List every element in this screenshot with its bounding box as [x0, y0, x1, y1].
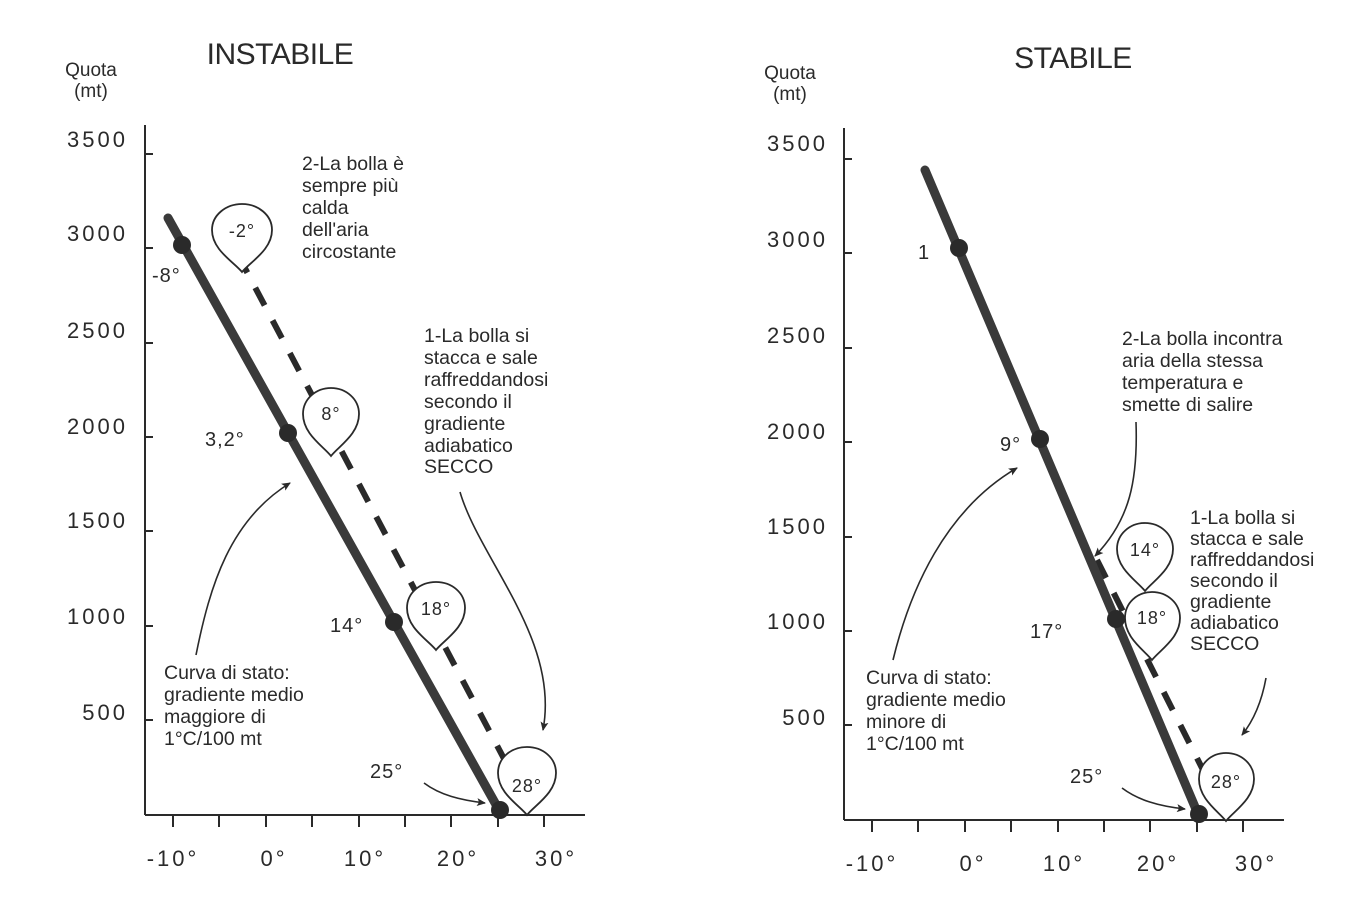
panel-instabile	[65, 38, 585, 871]
note-line: Curva di stato:	[866, 667, 992, 689]
y-tick-label: 500	[782, 705, 828, 730]
note-line: 2-La bolla incontra	[1122, 328, 1283, 350]
note-line: circostante	[302, 241, 397, 263]
note-line: SECCO	[424, 456, 494, 478]
x-tick-label: 30°	[534, 846, 578, 871]
note-line: aria della stessa	[1122, 350, 1263, 372]
note-line: calda	[302, 197, 349, 219]
curve-point-label: 17°	[1030, 621, 1064, 643]
note-line: gradiente medio	[866, 689, 1006, 711]
x-ticks	[846, 820, 1277, 876]
note-line: Curva di stato:	[164, 662, 290, 684]
bubble-label: -2°	[228, 221, 256, 241]
note-state-curve	[164, 662, 304, 750]
arrow	[1122, 788, 1185, 809]
bubble-label: 28°	[1210, 772, 1242, 792]
curve-point	[385, 613, 403, 631]
note-line: maggiore di	[164, 706, 266, 728]
bubble-label: 8°	[321, 404, 341, 424]
y-axis-label-unit: (mt)	[773, 84, 807, 105]
x-tick-label: 0°	[959, 851, 987, 876]
x-tick-label: 20°	[436, 846, 480, 871]
y-tick-label: 500	[82, 700, 128, 725]
y-tick-label: 1000	[67, 604, 128, 629]
note-line: gradiente medio	[164, 684, 304, 706]
state-curve-line	[925, 170, 1198, 814]
note-warmer-parcel	[302, 153, 404, 263]
panel-title: STABILE	[1014, 42, 1132, 75]
curve-point	[173, 236, 191, 254]
bubble-label: 18°	[1136, 608, 1168, 628]
note-line: minore di	[866, 711, 947, 733]
y-tick-label: 3500	[767, 131, 828, 156]
curve-point	[1190, 805, 1208, 823]
y-tick-label: 2500	[67, 318, 128, 343]
curve-point	[491, 801, 509, 819]
curve-point	[1031, 430, 1049, 448]
bubble-label: 14°	[1129, 540, 1161, 560]
x-tick-label: 20°	[1136, 851, 1180, 876]
y-tick-label: 1500	[767, 514, 828, 539]
y-ticks	[767, 131, 852, 730]
y-tick-label: 3000	[67, 221, 128, 246]
curve-point-label: -8°	[152, 265, 181, 287]
note-line: 1-La bolla si	[424, 325, 530, 347]
y-tick-label: 1500	[67, 508, 128, 533]
air-parcel-bubble	[407, 582, 465, 650]
note-line: raffreddandosi	[1190, 549, 1315, 571]
note-line: dell'aria	[302, 219, 369, 241]
curve-point-label: 14°	[330, 615, 364, 637]
note-parcel-rises	[1190, 507, 1314, 655]
y-tick-label: 2000	[767, 419, 828, 444]
air-parcel-bubble	[303, 388, 359, 456]
x-tick-label: 10°	[343, 846, 387, 871]
y-tick-label: 2500	[767, 323, 828, 348]
note-line: sempre più	[302, 175, 399, 197]
x-tick-label: 30°	[1234, 851, 1278, 876]
air-parcel-bubble	[1117, 523, 1173, 591]
curve-point-label: 9°	[1000, 434, 1022, 456]
x-tick-label: 10°	[1042, 851, 1086, 876]
curve-point	[279, 424, 297, 442]
bubble-label: 18°	[420, 599, 452, 619]
panel-title: INSTABILE	[206, 38, 354, 71]
note-line: gradiente	[424, 413, 506, 435]
curve-point	[950, 239, 968, 257]
air-parcel-bubble	[212, 204, 272, 272]
note-line: temperatura e	[1122, 372, 1244, 394]
y-axis-label-quota: Quota	[65, 60, 117, 81]
note-line: adiabatico	[1190, 612, 1279, 634]
note-state-curve	[866, 667, 1006, 755]
curve-point-label: 3,2°	[205, 429, 245, 451]
y-tick-label: 1000	[767, 609, 828, 634]
note-line: secondo il	[424, 391, 512, 413]
y-axis-label-unit: (mt)	[74, 81, 108, 102]
curve-point-label: 1	[918, 242, 931, 264]
y-tick-label: 3500	[67, 127, 128, 152]
curve-point-label: 25°	[1070, 766, 1104, 788]
note-line: smette di salire	[1122, 394, 1254, 416]
x-tick-label: -10°	[146, 846, 200, 871]
note-parcel-rises	[424, 325, 548, 478]
x-tick-label: 0°	[260, 846, 288, 871]
note-line: 1°C/100 mt	[164, 728, 262, 750]
y-tick-label: 3000	[767, 227, 828, 252]
note-line: stacca e sale	[1190, 528, 1304, 550]
x-ticks	[147, 815, 577, 871]
note-line: SECCO	[1190, 633, 1260, 655]
arrow	[424, 783, 485, 803]
note-line: 1-La bolla si	[1190, 507, 1296, 529]
y-axis-label-quota: Quota	[764, 63, 816, 84]
y-tick-label: 2000	[67, 414, 128, 439]
arrow	[893, 468, 1017, 660]
curve-point	[1107, 610, 1125, 628]
note-line: raffreddandosi	[424, 369, 549, 391]
note-line: 2-La bolla è	[302, 153, 404, 175]
note-line: gradiente	[1190, 591, 1272, 613]
arrow	[1242, 678, 1266, 735]
curve-point-label: 25°	[370, 761, 404, 783]
bubble-label: 28°	[511, 776, 543, 796]
note-line: stacca e sale	[424, 347, 538, 369]
note-same-temperature	[1122, 328, 1283, 416]
y-ticks	[67, 127, 153, 725]
note-line: secondo il	[1190, 570, 1278, 592]
note-line: 1°C/100 mt	[866, 733, 964, 755]
x-tick-label: -10°	[845, 851, 899, 876]
arrow	[196, 483, 290, 655]
note-line: adiabatico	[424, 435, 513, 457]
panel-stabile	[764, 42, 1314, 876]
